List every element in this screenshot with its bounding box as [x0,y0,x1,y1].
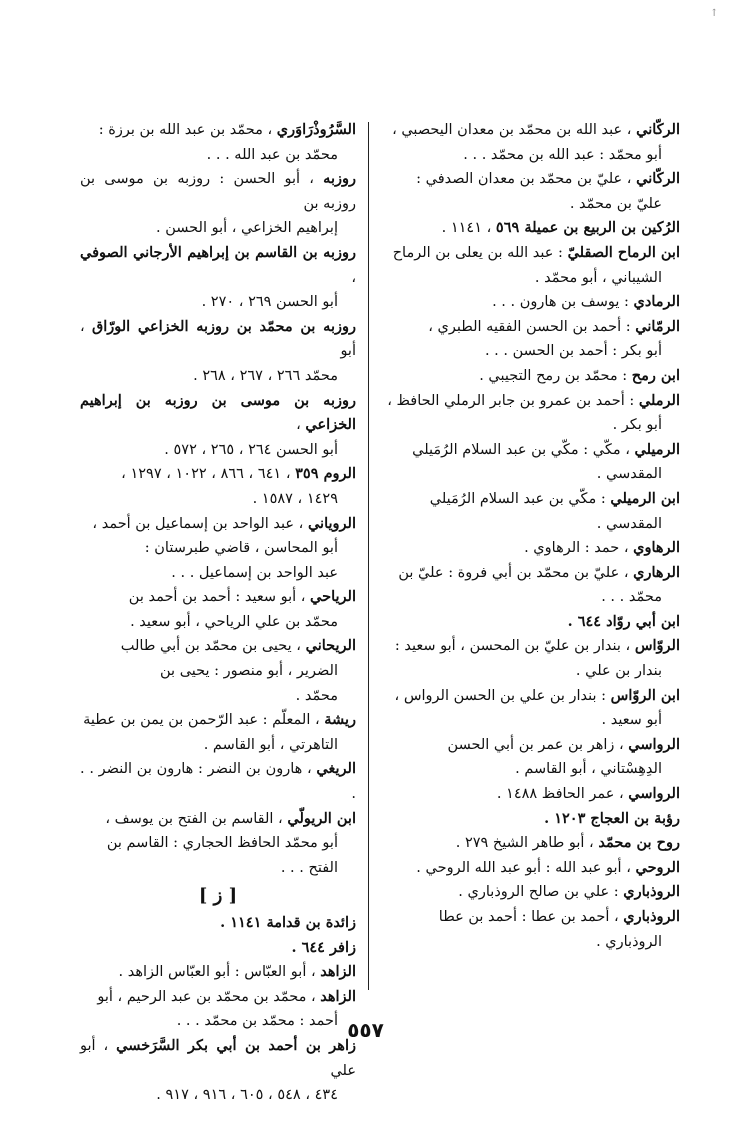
index-entry [380,118,680,167]
entry-head: روزبه بن القاسم بن إبراهيم الأرجاني الصوفي [80,243,356,261]
entry-continuation-line: أبو محمّد : عبد الله بن محمّد . . . [463,146,662,163]
entry-head: الروم ٣٥٩ [295,465,356,483]
index-entry [380,364,680,389]
column-divider [368,122,369,990]
entry-head: الرهاوي [633,539,680,557]
index-entry [380,487,680,536]
entry-first-line: ابن الروّاس : بندار بن علي بن الحسن الرواس ، [394,686,680,704]
index-entry [380,782,680,807]
entry-first-line: روح بن محمّد ، أبو طاهر الشيخ ٢٧٩ . [455,834,680,852]
index-entry [380,315,680,364]
entry-first-line: ريشة ، المعلّم : عبد الرّحمن بن يمن بن عطية [83,711,356,729]
entry-first-line: الزاهد ، أبو العبّاس : أبو العبّاس الزاهد . [118,963,356,981]
entry-continuation-line: أبو الحسن ٢٦٩ ، ٢٧٠ . [201,294,338,311]
entry-continuation-line: أبو بكر : أحمد بن الحسن . . . [484,343,662,360]
index-entry [80,708,356,757]
entry-head: الرملي [638,391,680,409]
entry-head: السَّرُوذْرَاوَري [276,121,356,138]
index-entry [80,585,356,634]
entry-head: الرمادي [633,293,680,311]
index-entry [380,610,680,635]
entry-head: الروياني [307,514,356,532]
index-entry [380,856,680,881]
index-entry [380,561,680,610]
entry-continuation-line: المقدسي . [596,515,662,532]
index-entry [380,241,680,290]
entry-first-line: الريحاني ، يحيى بن محمّد بن أبي طالب [120,637,356,655]
index-entry [380,389,680,438]
entry-continuation-line: محمّد . [295,687,338,704]
entry-first-line: الرواسي ، زاهر بن عمر بن أبي الحسن [447,735,680,753]
page-number: ٥٥٧ [347,1018,384,1042]
entry-first-line: الرياحي ، أبو سعيد : أحمد بن أحمد بن [128,588,356,606]
entry-continuation-line: ١٤٢٩ ، ١٥٨٧ . [252,490,338,507]
entry-head: الريحاني [305,637,356,655]
entry-first-line: الرُكين بن الربيع بن عميلة ٥٦٩ ، ١١٤١ . [441,219,680,237]
entry-continuation-line: أبو الحسن ٢٦٤ ، ٢٦٥ ، ٥٧٢ . [164,441,338,458]
entry-continuation-line: التاهرتي ، أبو القاسم . [203,736,338,753]
entry-first-line: الرمادي : يوسف بن هارون . . . [492,293,680,311]
entry-first-line [380,610,680,635]
entry-first-line: الروذباري : علي بن صالح الروذباري . [458,883,680,901]
section-heading: [ ز ] [198,885,238,907]
entry-first-line: الروّاس ، بندار بن عليّ بن المحسن ، أبو سعيد : [394,637,680,655]
entry-head: ابن الريولّي [287,809,356,827]
index-entry [380,831,680,856]
entry-first-line [380,807,680,832]
entry-head: الزاهد [320,963,356,981]
entry-first-line: ابن الرماح الصقليّ : عبد الله بن يعلى بن الرماح [392,243,680,261]
entry-continuation-line: الشيباني ، أبو محمّد . [534,269,662,286]
entry-head: الروّاس [634,637,680,655]
entry-first-line: الرمّاني : أحمد بن الحسن الفقيه الطبري ، [428,317,680,335]
index-entry [80,462,356,511]
entry-continuation-line: الفتح . . . [280,859,338,876]
entry-head: الزاهد [320,987,356,1005]
entry-head: ابن أبي روّاد ٦٤٤ . [567,612,680,630]
index-entry [80,315,356,389]
entry-head: الرياحي [310,588,356,606]
entry-first-line: روزبه بن القاسم بن إبراهيم الأرجاني الصوفي ، [80,243,356,286]
entry-first-line: روزبه ، أبو الحسن : روزبه بن موسى بن روزبه بن [80,170,356,212]
entry-head: الرُكين بن الربيع بن عميلة ٥٦٩ [495,219,680,237]
entry-first-line: الرملي : أحمد بن عمرو بن جابر الرملي الحافظ ، [387,391,680,409]
entry-continuation-line: بندار بن علي . [575,663,662,680]
index-entry [80,389,356,463]
index-entry [380,438,680,487]
entry-first-line: السَّرُوذْرَاوَري ، محمّد بن عبد الله بن برزة : [98,121,356,138]
entry-continuation-line: محمّد بن عبد الله . . . [206,146,338,163]
index-entry [380,880,680,905]
entry-head: الركّاني [636,121,680,138]
entry-first-line: روزبه بن محمّد بن روزبه الخزاعي الورّاق ، أبو [80,317,356,360]
entry-first-line [80,911,356,936]
entry-first-line: الزاهد ، محمّد بن محمّد بن عبد الرحيم ، أبو [97,987,356,1005]
entry-head: زائدة بن قدامة ١١٤١ . [220,914,356,931]
index-entry [80,167,356,241]
entry-head: الرمّاني [635,317,680,335]
entry-head: الريغي [316,760,356,778]
entry-first-line: ابن الريولّي ، القاسم بن الفتح بن يوسف ، [105,809,356,827]
entry-head: روزبه بن محمّد بن روزبه الخزاعي الورّاق [91,317,356,335]
index-entry [80,960,356,985]
entry-head: الرهاري [633,563,680,581]
index-entry [80,911,356,936]
entry-head: زافر ٦٤٤ . [291,938,356,956]
entry-head: زاهر بن أحمد بن أبي بكر السَّرَخسي [116,1036,356,1054]
entry-head: الرواسي [628,735,680,753]
entry-head: روح بن محمّد [598,834,680,852]
entry-first-line: الرهاوي ، حمد : الرهاوي . [524,539,680,557]
entry-first-line: ابن رمح : محمّد بن رمح التجيبي . [479,366,680,384]
index-entry [380,807,680,832]
entry-head: الركّاني [636,170,680,188]
entry-continuation-line: إبراهيم الخزاعي ، أبو الحسن . [155,220,338,237]
index-entry [80,634,356,708]
entry-first-line: الرهاري ، عليّ بن محمّد بن أبي فروة : عليّ بن [398,563,680,581]
entry-continuation-line: المقدسي . [596,466,662,483]
index-entry [80,936,356,961]
entry-first-line: الروم ٣٥٩ ، ٦٤١ ، ٨٦٦ ، ١٠٢٢ ، ١٢٩٧ ، [121,465,356,483]
index-entry [380,905,680,954]
entry-continuation-line: عبد الواحد بن إسماعيل . . . [171,564,338,581]
index-entry [380,536,680,561]
entry-first-line: الرميلي ، مكّي : مكّي بن عبد السلام الرُمَيلي [412,440,680,458]
index-entry [80,512,356,586]
entry-head: روزبه بن موسى بن روزبه بن إبراهيم الخزاعي [80,391,356,434]
entry-head: ابن الروّاس [610,686,680,704]
entry-head: رؤبة بن العجاج ١٢٠٣ . [544,809,680,827]
index-entry [380,634,680,683]
entry-continuation-line: ٤٣٤ ، ٥٤٨ ، ٦٠٥ ، ٩١٦ ، ٩١٧ . [156,1087,338,1104]
entry-head: روزبه [323,170,356,188]
entry-first-line: الركّاني ، عليّ بن محمّد بن معدان الصدفي : [416,170,680,188]
entry-first-line: الرواسي ، عمر الحافظ ١٤٨٨ . [496,785,680,803]
entry-continuation-line: محمّد . . . [601,589,662,606]
entry-first-line: ابن الرميلي : مكّي بن عبد السلام الرُمَيلي [429,489,680,507]
entry-first-line [80,936,356,961]
entry-head: ريشة [324,711,356,729]
entry-continuation-line: محمّد بن علي الرياحي ، أبو سعيد . [130,613,338,630]
index-entry [380,167,680,216]
entry-continuation-line: أبو محمّد الحافظ الحجاري : القاسم بن [106,835,338,852]
entry-first-line: زاهر بن أحمد بن أبي بكر السَّرَخسي ، أبو علي [80,1036,356,1079]
entry-continuation-line: أبو بكر . [612,417,662,434]
entry-first-line: الروحي ، أبو عبد الله : أبو عبد الله الروحي . [416,858,680,876]
index-entry [380,733,680,782]
index-column-right [380,118,680,954]
entry-head: ابن الرماح الصقليّ [567,243,680,261]
entry-head: الروذباري [623,883,680,901]
entry-head: ابن الرميلي [610,489,680,507]
entry-first-line: الركّاني ، عبد الله بن محمّد بن معدان اليحصبي ، [392,121,680,138]
entry-continuation-line: الضرير ، أبو منصور : يحيى بن [160,663,338,680]
corner-mark: ↑ [710,8,719,19]
entry-first-line: الروياني ، عبد الواحد بن إسماعيل بن أحمد ، [92,514,356,532]
index-entry [80,757,356,806]
index-entry [80,807,356,881]
entry-first-line: الريغي ، هارون بن النضر : هارون بن النضر . . . [80,760,356,803]
entry-head: ابن رمح [631,366,680,384]
entry-continuation-line: الروذباري . [596,933,662,950]
entry-head: الروحي [635,858,680,876]
index-column-left [80,118,356,1108]
entry-continuation-line: الدِهِسْتاني ، أبو القاسم . [515,761,662,778]
index-entry [80,118,356,167]
entry-continuation-line: عليّ بن محمّد . [569,195,662,212]
entry-continuation-line: أبو المحاسن ، قاضي طبرستان : [144,540,338,557]
index-entry [380,290,680,315]
entry-first-line: الروذباري ، أحمد بن عطا : أحمد بن عطا [438,908,680,925]
entry-head: الرميلي [634,440,680,458]
entry-head: الرواسي [628,785,680,803]
entry-continuation-line: محمّد ٢٦٦ ، ٢٦٧ ، ٢٦٨ . [193,367,338,384]
entry-continuation-line: أحمد : محمّد بن محمّد . . . [176,1013,338,1030]
index-entry [380,684,680,733]
entry-first-line: روزبه بن موسى بن روزبه بن إبراهيم الخزاعي ، [80,391,356,434]
entry-head: الروذباري [623,908,680,925]
index-entry [80,241,356,315]
index-entry [80,1034,356,1108]
entry-continuation-line: أبو سعيد . [601,712,662,729]
index-entry [380,216,680,241]
